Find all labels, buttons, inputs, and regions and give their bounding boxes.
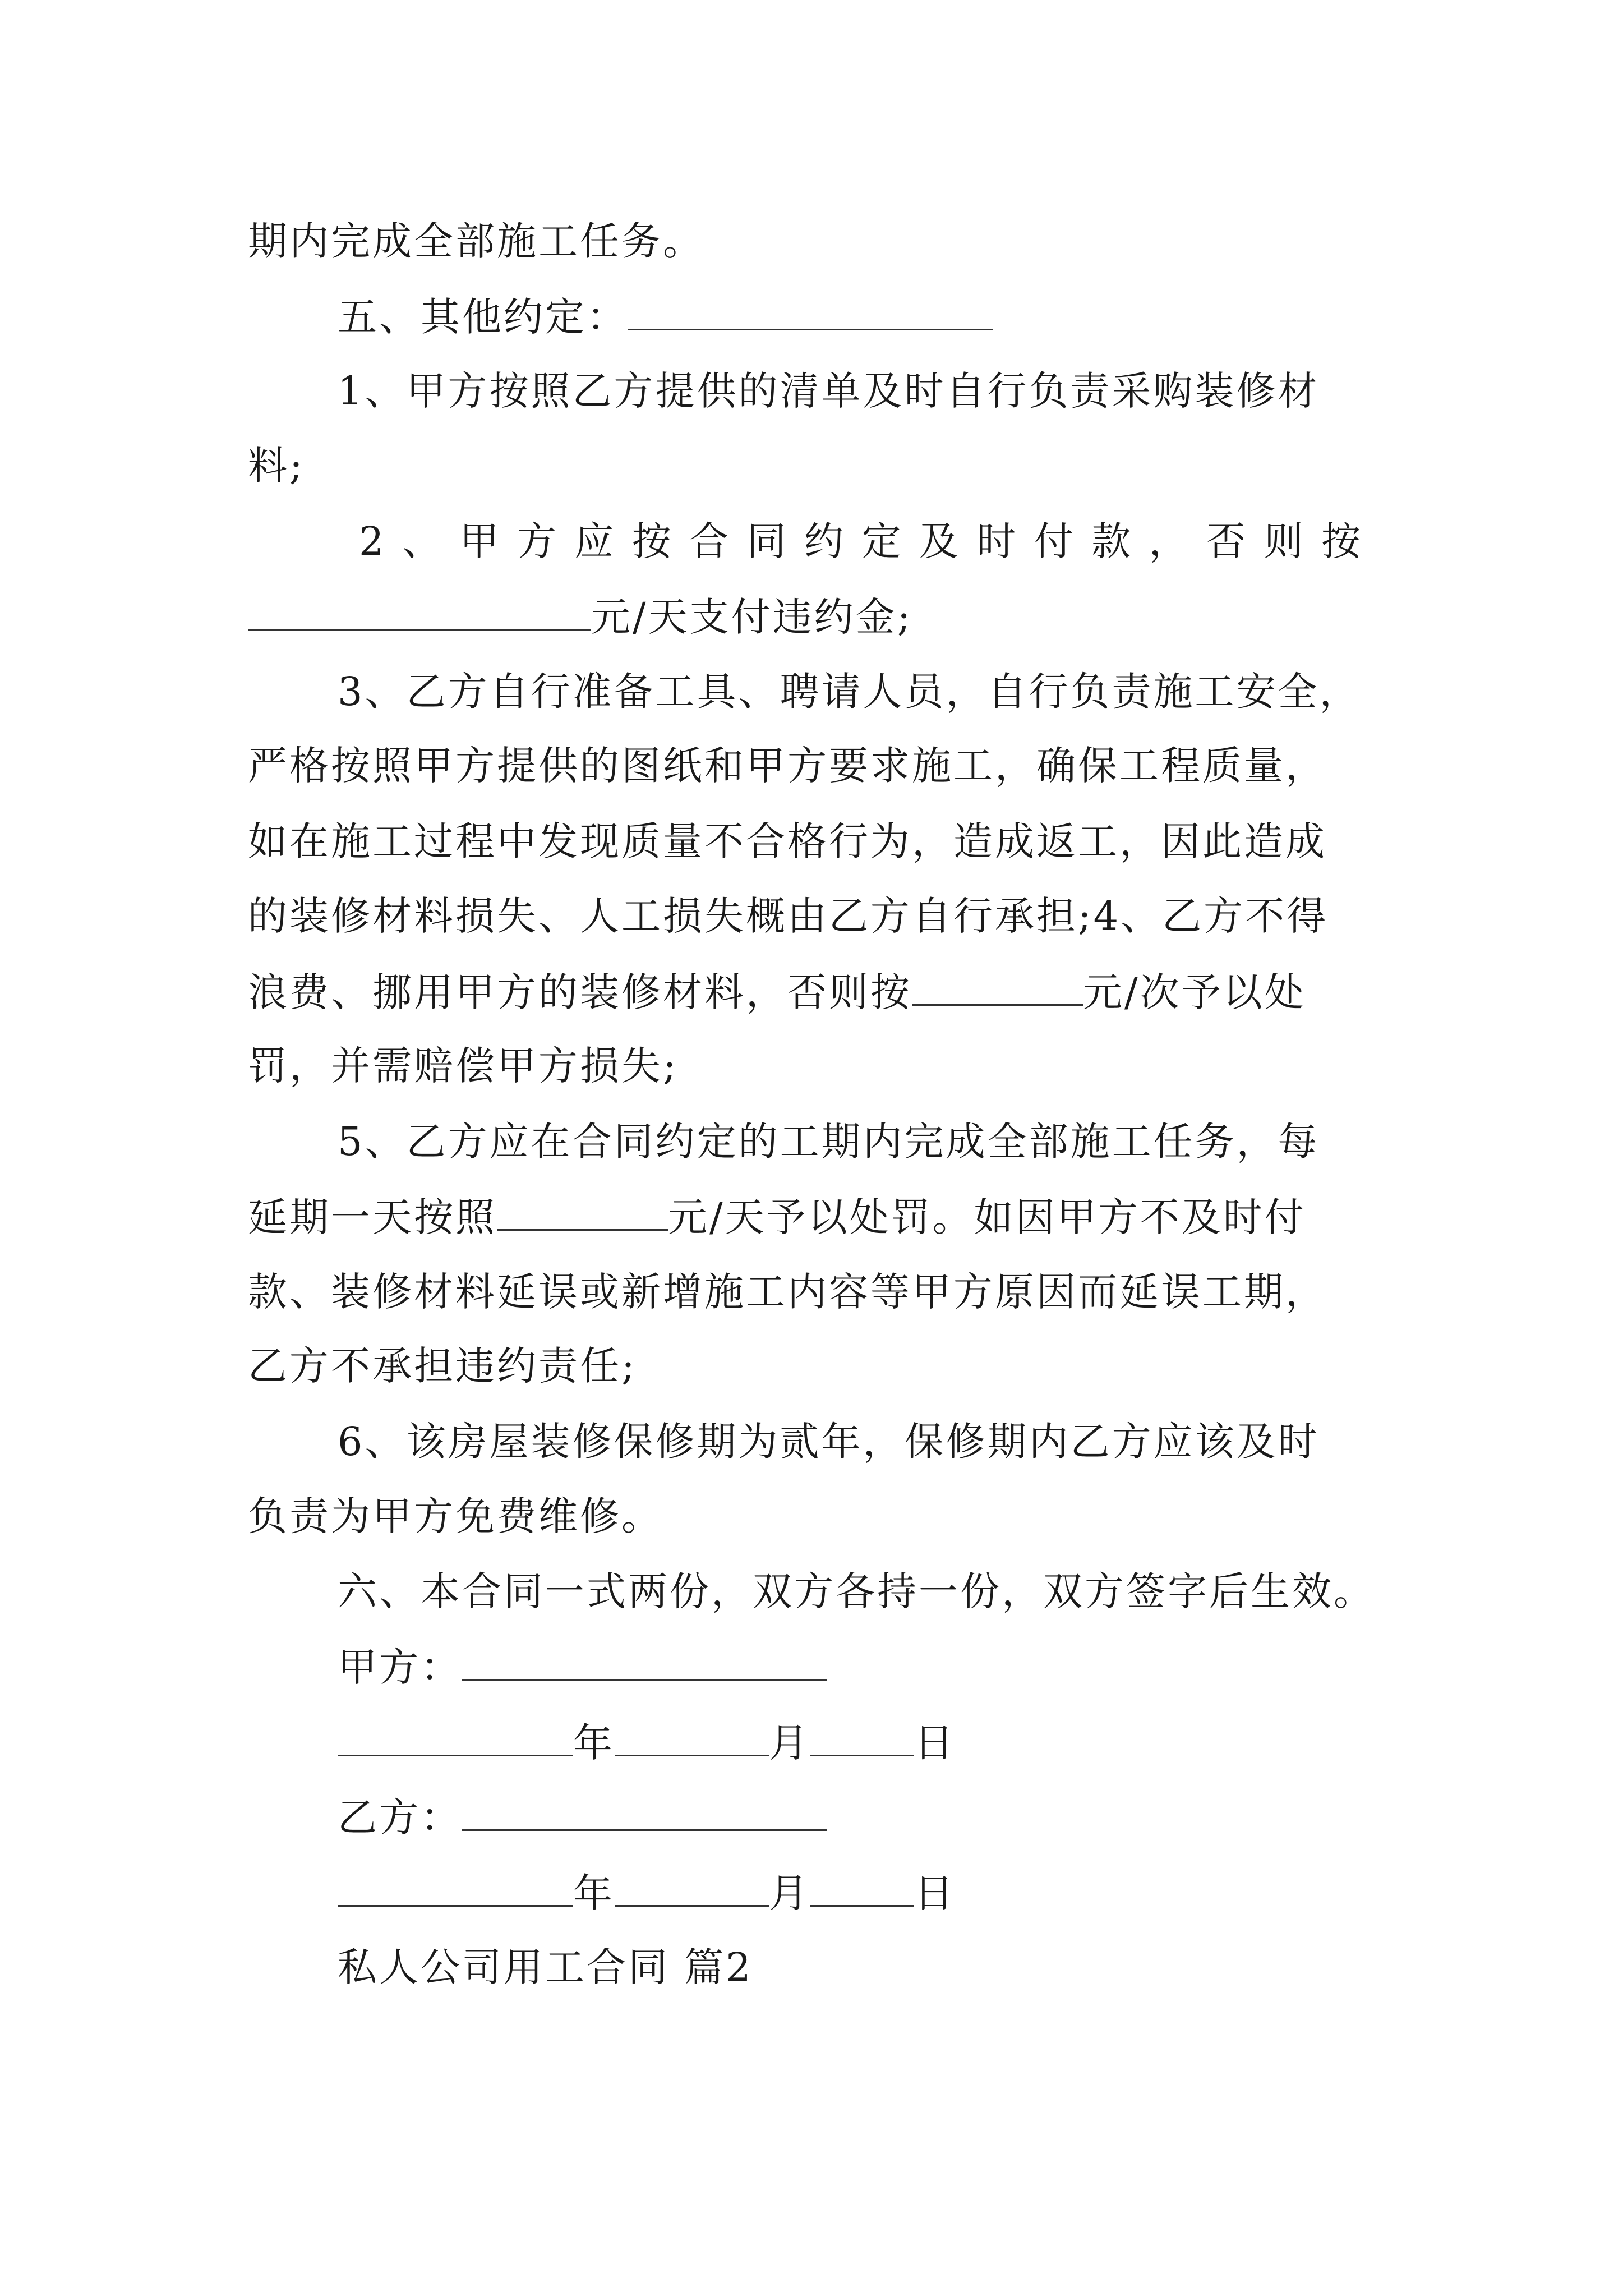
justified-char: 否 [1206,518,1248,564]
penalty-line [248,1191,1306,1243]
text-fragment: 延期一天按照 [248,1194,497,1240]
year-label: 年 [573,1720,615,1766]
heading-text: 五、其他约定： [338,294,628,340]
day-label: 日 [914,1870,956,1916]
text-line: 如在施工过程中发现质量不合格行为，造成返工，因此造成 [248,818,1327,864]
text-line: 罚，并需赔偿甲方损失; [248,1043,679,1089]
text-fragment: 浪费、挪用甲方的装修材料，否则按 [248,969,912,1015]
party-b-signature [338,1791,827,1843]
text-line-justified [359,516,1363,567]
text-line: 乙方不承担违约责任; [248,1343,637,1389]
text-line: 严格按照甲方提供的图纸和甲方要求施工，确保工程质量， [248,743,1327,789]
justified-char: 则 [1264,518,1306,564]
justified-char: 方 [517,518,559,564]
blank-field[interactable] [628,291,993,330]
blank-field[interactable] [912,966,1083,1006]
penalty-line [248,966,1306,1018]
party-a-signature [338,1641,827,1692]
month-label: 月 [769,1720,810,1766]
day-field[interactable] [810,1867,914,1907]
justified-char: 甲 [459,518,501,564]
party-a-signature-field[interactable] [462,1641,827,1681]
justified-char: 定 [861,518,903,564]
month-field[interactable] [615,1867,769,1907]
text-fragment: 元/天支付违约金; [591,594,913,640]
year-field[interactable] [338,1717,573,1756]
blank-field[interactable] [497,1191,668,1231]
text-fragment: 元/天予以处罚。如因甲方不及时付 [668,1194,1306,1240]
justified-char: 及 [919,518,961,564]
justified-char: 应 [574,518,616,564]
justified-char: ， [1149,518,1191,564]
justified-char: 按 [1321,518,1363,564]
text-fragment: 元/次予以处 [1083,969,1306,1015]
day-field[interactable] [810,1717,914,1756]
justified-char: 同 [746,518,789,564]
justified-char: 付 [1034,518,1076,564]
month-label: 月 [769,1870,810,1916]
text-line: 的装修材料损失、人工损失概由乙方自行承担;4、乙方不得 [248,893,1329,939]
year-field[interactable] [338,1867,573,1907]
justified-char: 按 [631,518,674,564]
justified-char: 款 [1091,518,1133,564]
other-agreements-heading [338,291,993,342]
text-line: 6、该房屋装修保修期为贰年，保修期内乙方应该及时 [338,1419,1320,1465]
party-a-date [338,1717,956,1768]
party-b-label: 乙方： [338,1795,462,1841]
party-b-date [338,1867,956,1918]
text-line: 3、乙方自行准备工具、聘请人员，自行负责施工安全， [338,669,1361,715]
text-line: 期内完成全部施工任务。 [248,218,704,264]
text-line: 六、本合同一式两份，双方各持一份，双方签字后生效。 [338,1568,1375,1614]
day-label: 日 [914,1720,956,1766]
justified-char: 、 [402,518,444,564]
text-line: 1、甲方按照乙方提供的清单及时自行负责采购装修材 [338,368,1320,414]
text-line: 料; [248,443,305,489]
party-b-signature-field[interactable] [462,1791,827,1831]
text-line: 5、乙方应在合同约定的工期内完成全部施工任务，每 [338,1119,1320,1165]
text-line: 款、装修材料延误或新增施工内容等甲方原因而延误工期， [248,1269,1327,1315]
justified-char: 约 [804,518,846,564]
year-label: 年 [573,1870,615,1916]
justified-char: 合 [689,518,731,564]
justified-char: 时 [976,518,1018,564]
penalty-line [248,591,912,642]
text-line: 负责为甲方免费维修。 [248,1493,663,1539]
justified-char: 2 [359,518,386,564]
month-field[interactable] [615,1717,769,1756]
next-section-title: 私人公司用工合同 篇2 [338,1944,753,1990]
blank-field[interactable] [248,591,591,631]
party-a-label: 甲方： [338,1644,462,1690]
